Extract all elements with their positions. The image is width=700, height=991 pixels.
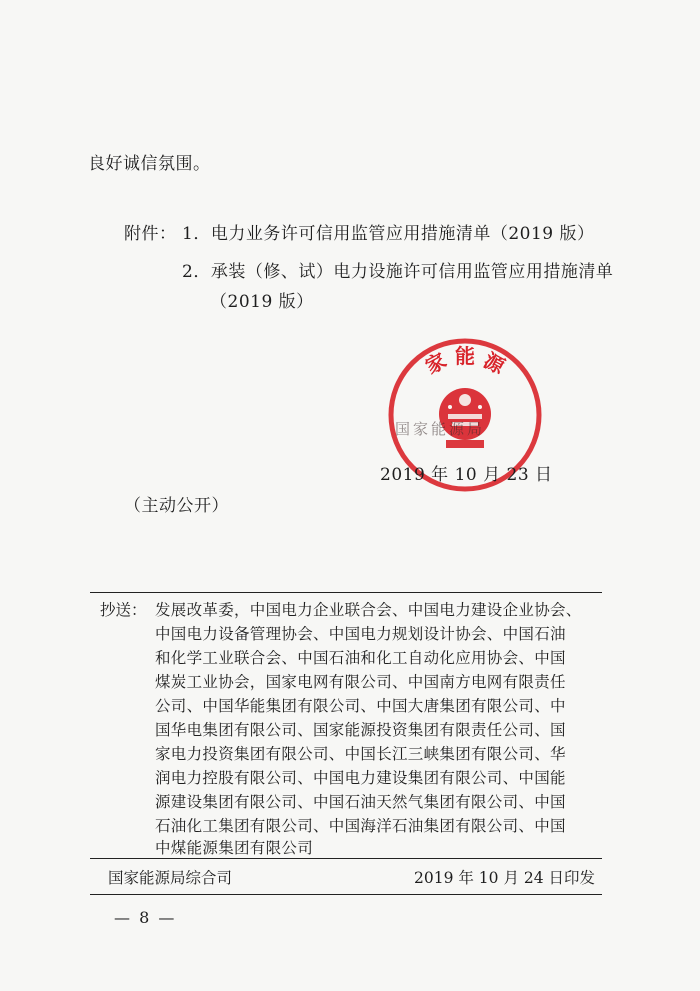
cc-line: 润电力控股有限公司、中国电力建设集团有限公司、中国能	[155, 769, 566, 787]
cc-line: 煤炭工业协会，国家电网有限公司、中国南方电网有限责任	[155, 673, 566, 691]
divider-top	[90, 592, 602, 593]
seal-arc-text: 家 能 源	[421, 344, 509, 379]
attachment-item-2: 2．承装（修、试）电力设施许可信用监管应用措施清单	[182, 262, 614, 282]
attachment-item-2-continued: （2019 版）	[210, 292, 314, 312]
divider-middle	[90, 858, 602, 859]
page-number: — 8 —	[114, 908, 177, 927]
issuer: 国家能源局综合司	[108, 869, 233, 887]
print-date: 2019 年 10 月 24 日印发	[414, 869, 596, 887]
disclosure-note: （主动公开）	[124, 496, 229, 516]
attachment-item-1: 1．电力业务许可信用监管应用措施清单（2019 版）	[182, 224, 595, 244]
cc-line: 公司、中国华能集团有限公司、中国大唐集团有限公司、中	[155, 697, 566, 715]
cc-line: 中煤能源集团有限公司	[155, 839, 314, 857]
cc-line: 源建设集团有限公司、中国石油天然气集团有限公司、中国	[155, 793, 566, 811]
cc-line: 家电力投资集团有限公司、中国长江三峡集团有限公司、华	[155, 745, 566, 763]
cc-line: 石油化工集团有限公司、中国海洋石油集团有限公司、中国	[155, 817, 566, 835]
attachments-label: 附件：	[124, 224, 177, 244]
divider-bottom	[90, 894, 602, 895]
signature-date: 2019 年 10 月 23 日	[380, 465, 553, 485]
cc-line: 国华电集团有限公司、国家能源投资集团有限责任公司、国	[155, 721, 566, 739]
cc-line: 和化学工业联合会、中国石油和化工自动化应用协会、中国	[155, 649, 566, 667]
cc-line: 发展改革委，中国电力企业联合会、中国电力建设企业协会、	[155, 601, 582, 619]
seal-org-text: 国家能源局	[395, 420, 486, 438]
paragraph-tail: 良好诚信氛围。	[88, 154, 211, 174]
cc-label: 抄送：	[100, 601, 147, 619]
cc-line: 中国电力设备管理协会、中国电力规划设计协会、中国石油	[155, 625, 566, 643]
